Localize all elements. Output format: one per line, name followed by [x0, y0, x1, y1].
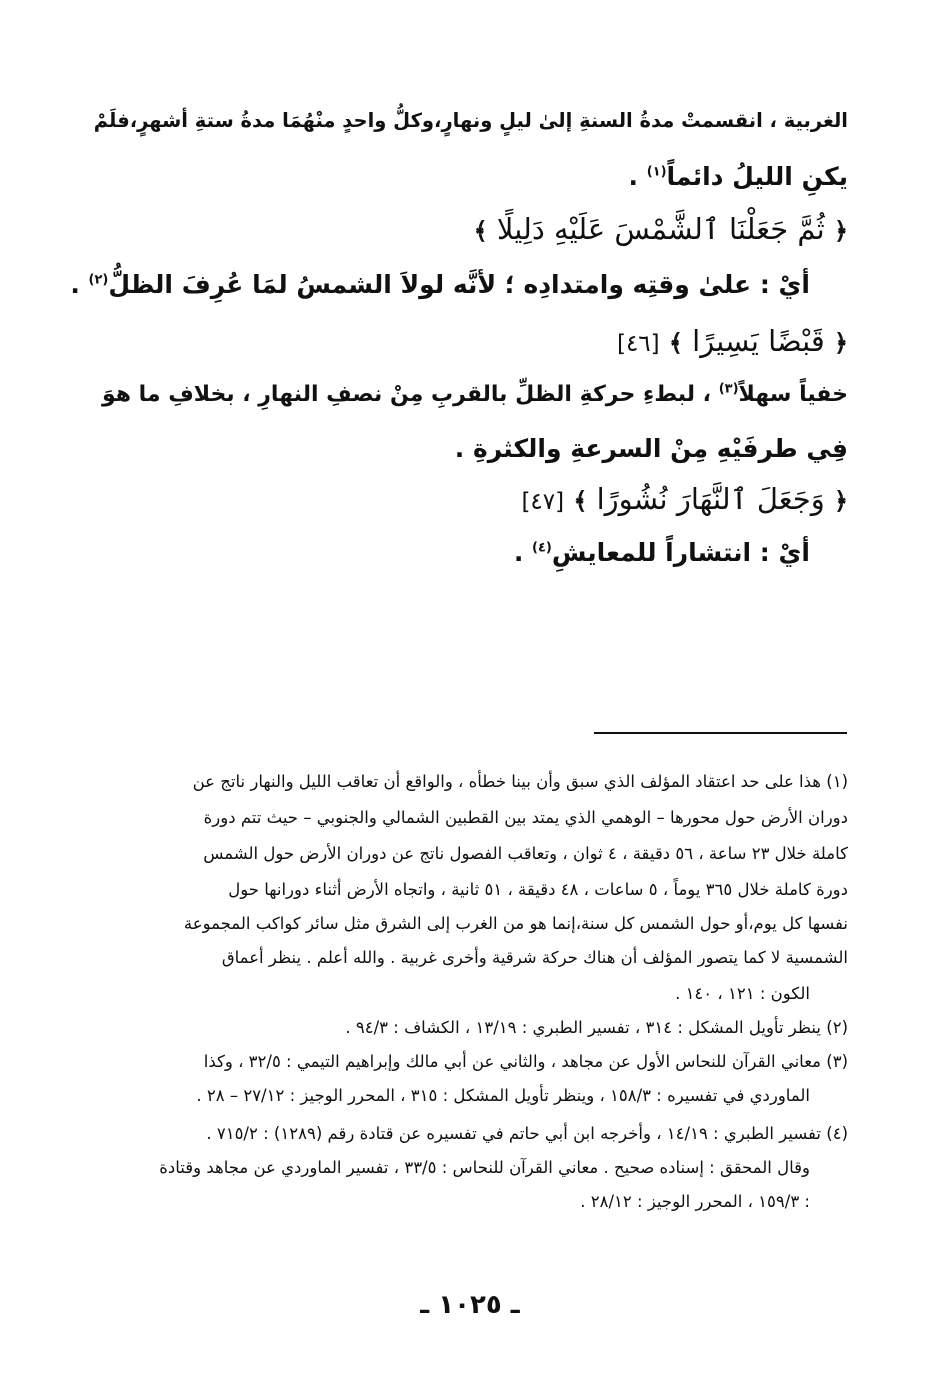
- verse-1-text: ثُمَّ جَعَلْنَا ٱلشَّمْسَ عَلَيْهِ دَلِيلًا: [496, 212, 825, 246]
- footnote-text: الشمسية لا كما يتصور المؤلف أن هناك حركة شرقية وأخرى غربية . والله أعلم . ينظر أعماق: [221, 948, 848, 967]
- quran-verse-2: [617, 322, 848, 363]
- footnote-ref-3[interactable]: (٣): [718, 381, 739, 397]
- footnote-line: [196, 1084, 810, 1108]
- footnote-text: (١) هذا على حد اعتقاد المؤلف الذي سبق وأن بينا خطأه ، والواقع أن تعاقب الليل والنهار ناتج عن: [192, 772, 848, 791]
- footnote-line: [159, 1156, 810, 1180]
- verse-3-number: [٤٧]: [521, 489, 565, 515]
- footnote-text: (٣) معاني القرآن للنحاس الأول عن مجاهد ، والثاني عن أبي مالك وإبراهيم التيمي : ٣٢/٥ ، وكذا: [203, 1052, 848, 1071]
- verse-close-bracket: ﴾: [668, 329, 683, 357]
- footnote-line: [203, 842, 848, 866]
- body-line-2-text: يكنِ الليلُ دائماً: [666, 162, 848, 191]
- footnote-line: [204, 806, 848, 830]
- footnote-line: [206, 1122, 848, 1146]
- footnote-text: كاملة خلال ٢٣ ساعة ، ٥٦ دقيقة ، ٤ ثوان ، وتعاقب الفصول ناتج عن دوران الأرض حول الشمس: [203, 844, 848, 863]
- footnote-ref-4[interactable]: (٤): [532, 540, 552, 556]
- body-line-2: [629, 160, 849, 194]
- verse-open-bracket: ﴿: [833, 487, 848, 515]
- verse-2-number: [٤٦]: [616, 331, 660, 357]
- explanation-line-1: [70, 268, 810, 302]
- verse-open-bracket: ﴿: [833, 329, 848, 357]
- body-line-4-text: فِي طرفَيْهِ مِنْ السرعةِ والكثرةِ .: [454, 434, 848, 463]
- footnote-separator: [594, 732, 847, 734]
- footnote-line: [675, 982, 810, 1006]
- page-number: ـ ١٠٢٥ ـ: [420, 1290, 520, 1320]
- footnote-line: [222, 946, 848, 970]
- explanation-2-text: أيْ : انتشاراً للمعايشِ: [551, 538, 810, 567]
- body-line-3-rest: ، لبطءِ حركةِ الظلِّ بالقربِ مِنْ نصفِ النهارِ ، بخلافِ ما هوَ: [101, 382, 719, 407]
- footnote-ref-2[interactable]: (٢): [88, 272, 109, 288]
- footnote-ref-1[interactable]: (١): [646, 164, 667, 180]
- explanation-1-text: أيْ : علىٰ وقتِه وامتدادِه ؛ لأنَّه لولاَ الشمسُ لمَا عُرِفَ الظلُّ: [108, 270, 810, 299]
- footnote-text: نفسها كل يوم،أو حول الشمس كل سنة،إنما هو من الغرب إلى الشرق مثل سائر كواكب المجموعة: [183, 914, 848, 933]
- explanation-1-end: .: [70, 270, 89, 299]
- footnote-text: الكون : ١٢١ ، ١٤٠ .: [675, 984, 810, 1003]
- body-line-4: [455, 432, 848, 466]
- body-line-1: [94, 104, 848, 138]
- quran-verse-3: [521, 480, 848, 521]
- body-line-2-end: .: [628, 162, 647, 191]
- footnote-text: (٢) ينظر تأويل المشكل : ٣١٤ ، تفسير الطبري : ١٣/١٩ ، الكشاف : ٩٤/٣ .: [345, 1018, 848, 1037]
- footnote-line: [193, 770, 848, 794]
- footnote-text: الماوردي في تفسيره : ١٥٨/٣ ، وينظر تأويل المشكل : ٣١٥ ، المحرر الوجيز : ٢٧/١٢ – ٢٨ .: [196, 1086, 810, 1105]
- footnote-line: [345, 1016, 848, 1040]
- quran-verse-1: [474, 210, 848, 250]
- footnote-text: (٤) تفسير الطبري : ١٤/١٩ ، وأخرجه ابن أبي حاتم في تفسيره عن قتادة رقم (١٢٨٩) : ٧١٥/٢ .: [206, 1124, 848, 1143]
- footnote-text: وقال المحقق : إسناده صحيح . معاني القرآن للنحاس : ٣٣/٥ ، تفسير الماوردي عن مجاهد وقتادة: [159, 1158, 810, 1177]
- footnote-line: [580, 1190, 810, 1214]
- footnote-text: دورة كاملة خلال ٣٦٥ يوماً ، ٥ ساعات ، ٤٨ دقيقة ، ٥١ ثانية ، واتجاه الأرض أثناء دورانها حول: [228, 880, 848, 899]
- body-line-3-text: خفياً سهلاً: [738, 382, 848, 407]
- body-line-3: [102, 378, 848, 412]
- footnote-line: [204, 1050, 848, 1074]
- footnote-text: دوران الأرض حول محورها – الوهمي الذي يمتد بين القطبين الشمالي والجنوبي – حيث تتم دورة: [203, 808, 848, 827]
- verse-close-bracket: ﴾: [473, 217, 488, 245]
- verse-open-bracket: ﴿: [833, 217, 848, 245]
- verse-close-bracket: ﴾: [573, 487, 588, 515]
- footnote-line: [228, 878, 848, 902]
- explanation-line-2: [514, 536, 810, 570]
- verse-2-text: قَبْضًا يَسِيرًا: [692, 324, 825, 358]
- verse-3-text: وَجَعَلَ ٱلنَّهَارَ نُشُورًا: [596, 482, 825, 516]
- explanation-2-end: .: [513, 538, 533, 567]
- footnote-text: : ١٥٩/٣ ، المحرر الوجيز : ٢٨/١٢ .: [580, 1192, 810, 1211]
- body-line-1-text: الغربية ، انقسمتْ مدةُ السنةِ إلىٰ ليلٍ ونهارٍ،وكلُّ واحدٍ منْهُمَا مدةُ ستةِ أشهرٍ،فلَمْ: [93, 109, 848, 132]
- footnote-line: [184, 912, 848, 936]
